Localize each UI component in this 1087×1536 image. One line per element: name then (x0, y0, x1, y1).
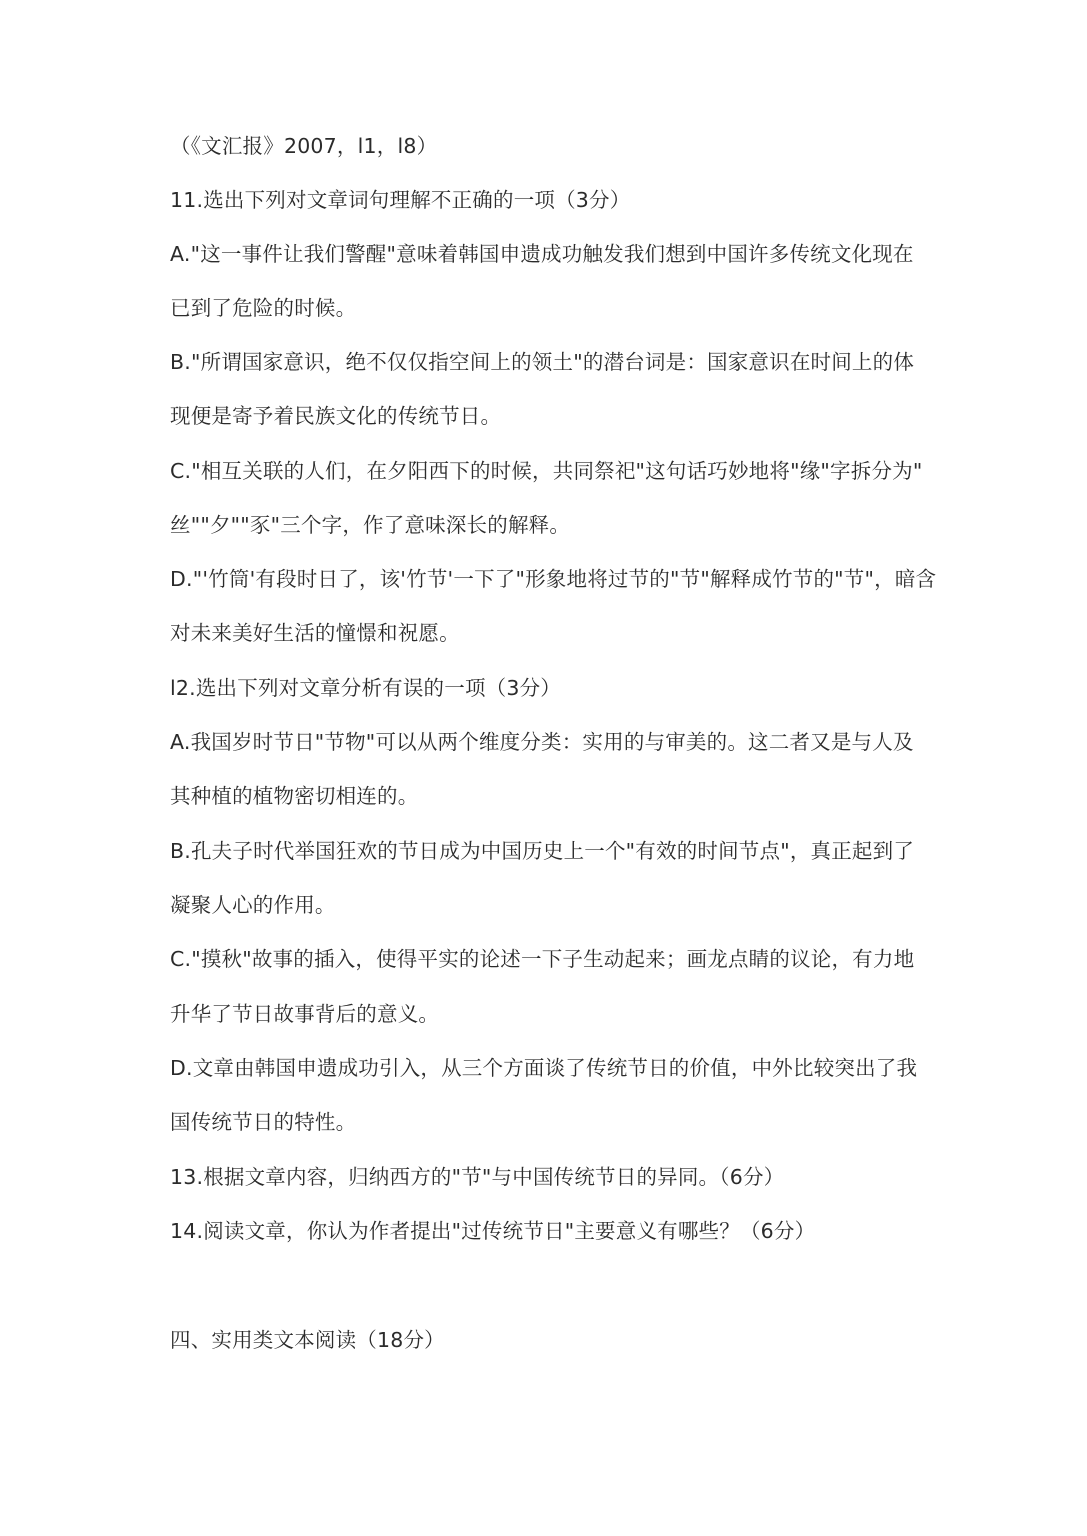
question-11-option-c-line-2: 丝""夕""豕"三个字，作了意味深长的解释。 (170, 513, 571, 537)
question-12-option-c-line-2: 升华了节日故事背后的意义。 (170, 1002, 440, 1026)
question-11-option-a-line-1: A."这一事件让我们警醒"意味着韩国申遗成功触发我们想到中国许多传统文化现在 (170, 242, 914, 266)
question-11-option-c-line-1: C."相互关联的人们，在夕阳西下的时候，共同祭祀"这句话巧妙地将"缘"字拆分为" (170, 459, 923, 483)
question-11-option-b-line-2: 现便是寄予着民族文化的传统节日。 (170, 404, 502, 428)
question-12-option-b-line-2: 凝聚人心的作用。 (170, 893, 336, 917)
question-12-option-d-line-2: 国传统节日的特性。 (170, 1110, 357, 1134)
source-citation: （《文汇报》2007，l1，l8） (170, 134, 438, 158)
question-11-option-d-line-1: D."'竹筒'有段时日了，该'竹节'一下了"形象地将过节的"节"解释成竹节的"节"，暗含 (170, 567, 937, 591)
question-11-option-b-line-1: B."所谓国家意识，绝不仅仅指空间上的领土"的潜台词是：国家意识在时间上的体 (170, 350, 915, 374)
question-11-option-d-line-2: 对未来美好生活的憧憬和祝愿。 (170, 621, 460, 645)
question-12-option-a-line-2: 其种植的植物密切相连的。 (170, 784, 419, 808)
question-14: 14.阅读文章，你认为作者提出"过传统节日"主要意义有哪些？（6分） (170, 1219, 816, 1243)
question-11-option-a-line-2: 已到了危险的时候。 (170, 296, 357, 320)
question-12-option-a-line-1: A.我国岁时节日"节物"可以从两个维度分类：实用的与审美的。这二者又是与人及 (170, 730, 914, 754)
question-12-option-c-line-1: C."摸秋"故事的插入，使得平实的论述一下子生动起来；画龙点睛的议论，有力地 (170, 947, 915, 971)
question-12-option-d-line-1: D.文章由韩国申遗成功引入，从三个方面谈了传统节日的价值，中外比较突出了我 (170, 1056, 918, 1080)
question-12-option-b-line-1: B.孔夫子时代举国狂欢的节日成为中国历史上一个"有效的时间节点"，真正起到了 (170, 839, 915, 863)
question-12-stem: l2.选出下列对文章分析有误的一项（3分） (170, 676, 561, 700)
question-11-stem: 11.选出下列对文章词句理解不正确的一项（3分） (170, 188, 631, 212)
question-13: 13.根据文章内容，归纳西方的"节"与中国传统节日的异同。（6分） (170, 1165, 785, 1189)
section-heading: 四、实用类文本阅读（18分） (170, 1328, 445, 1352)
